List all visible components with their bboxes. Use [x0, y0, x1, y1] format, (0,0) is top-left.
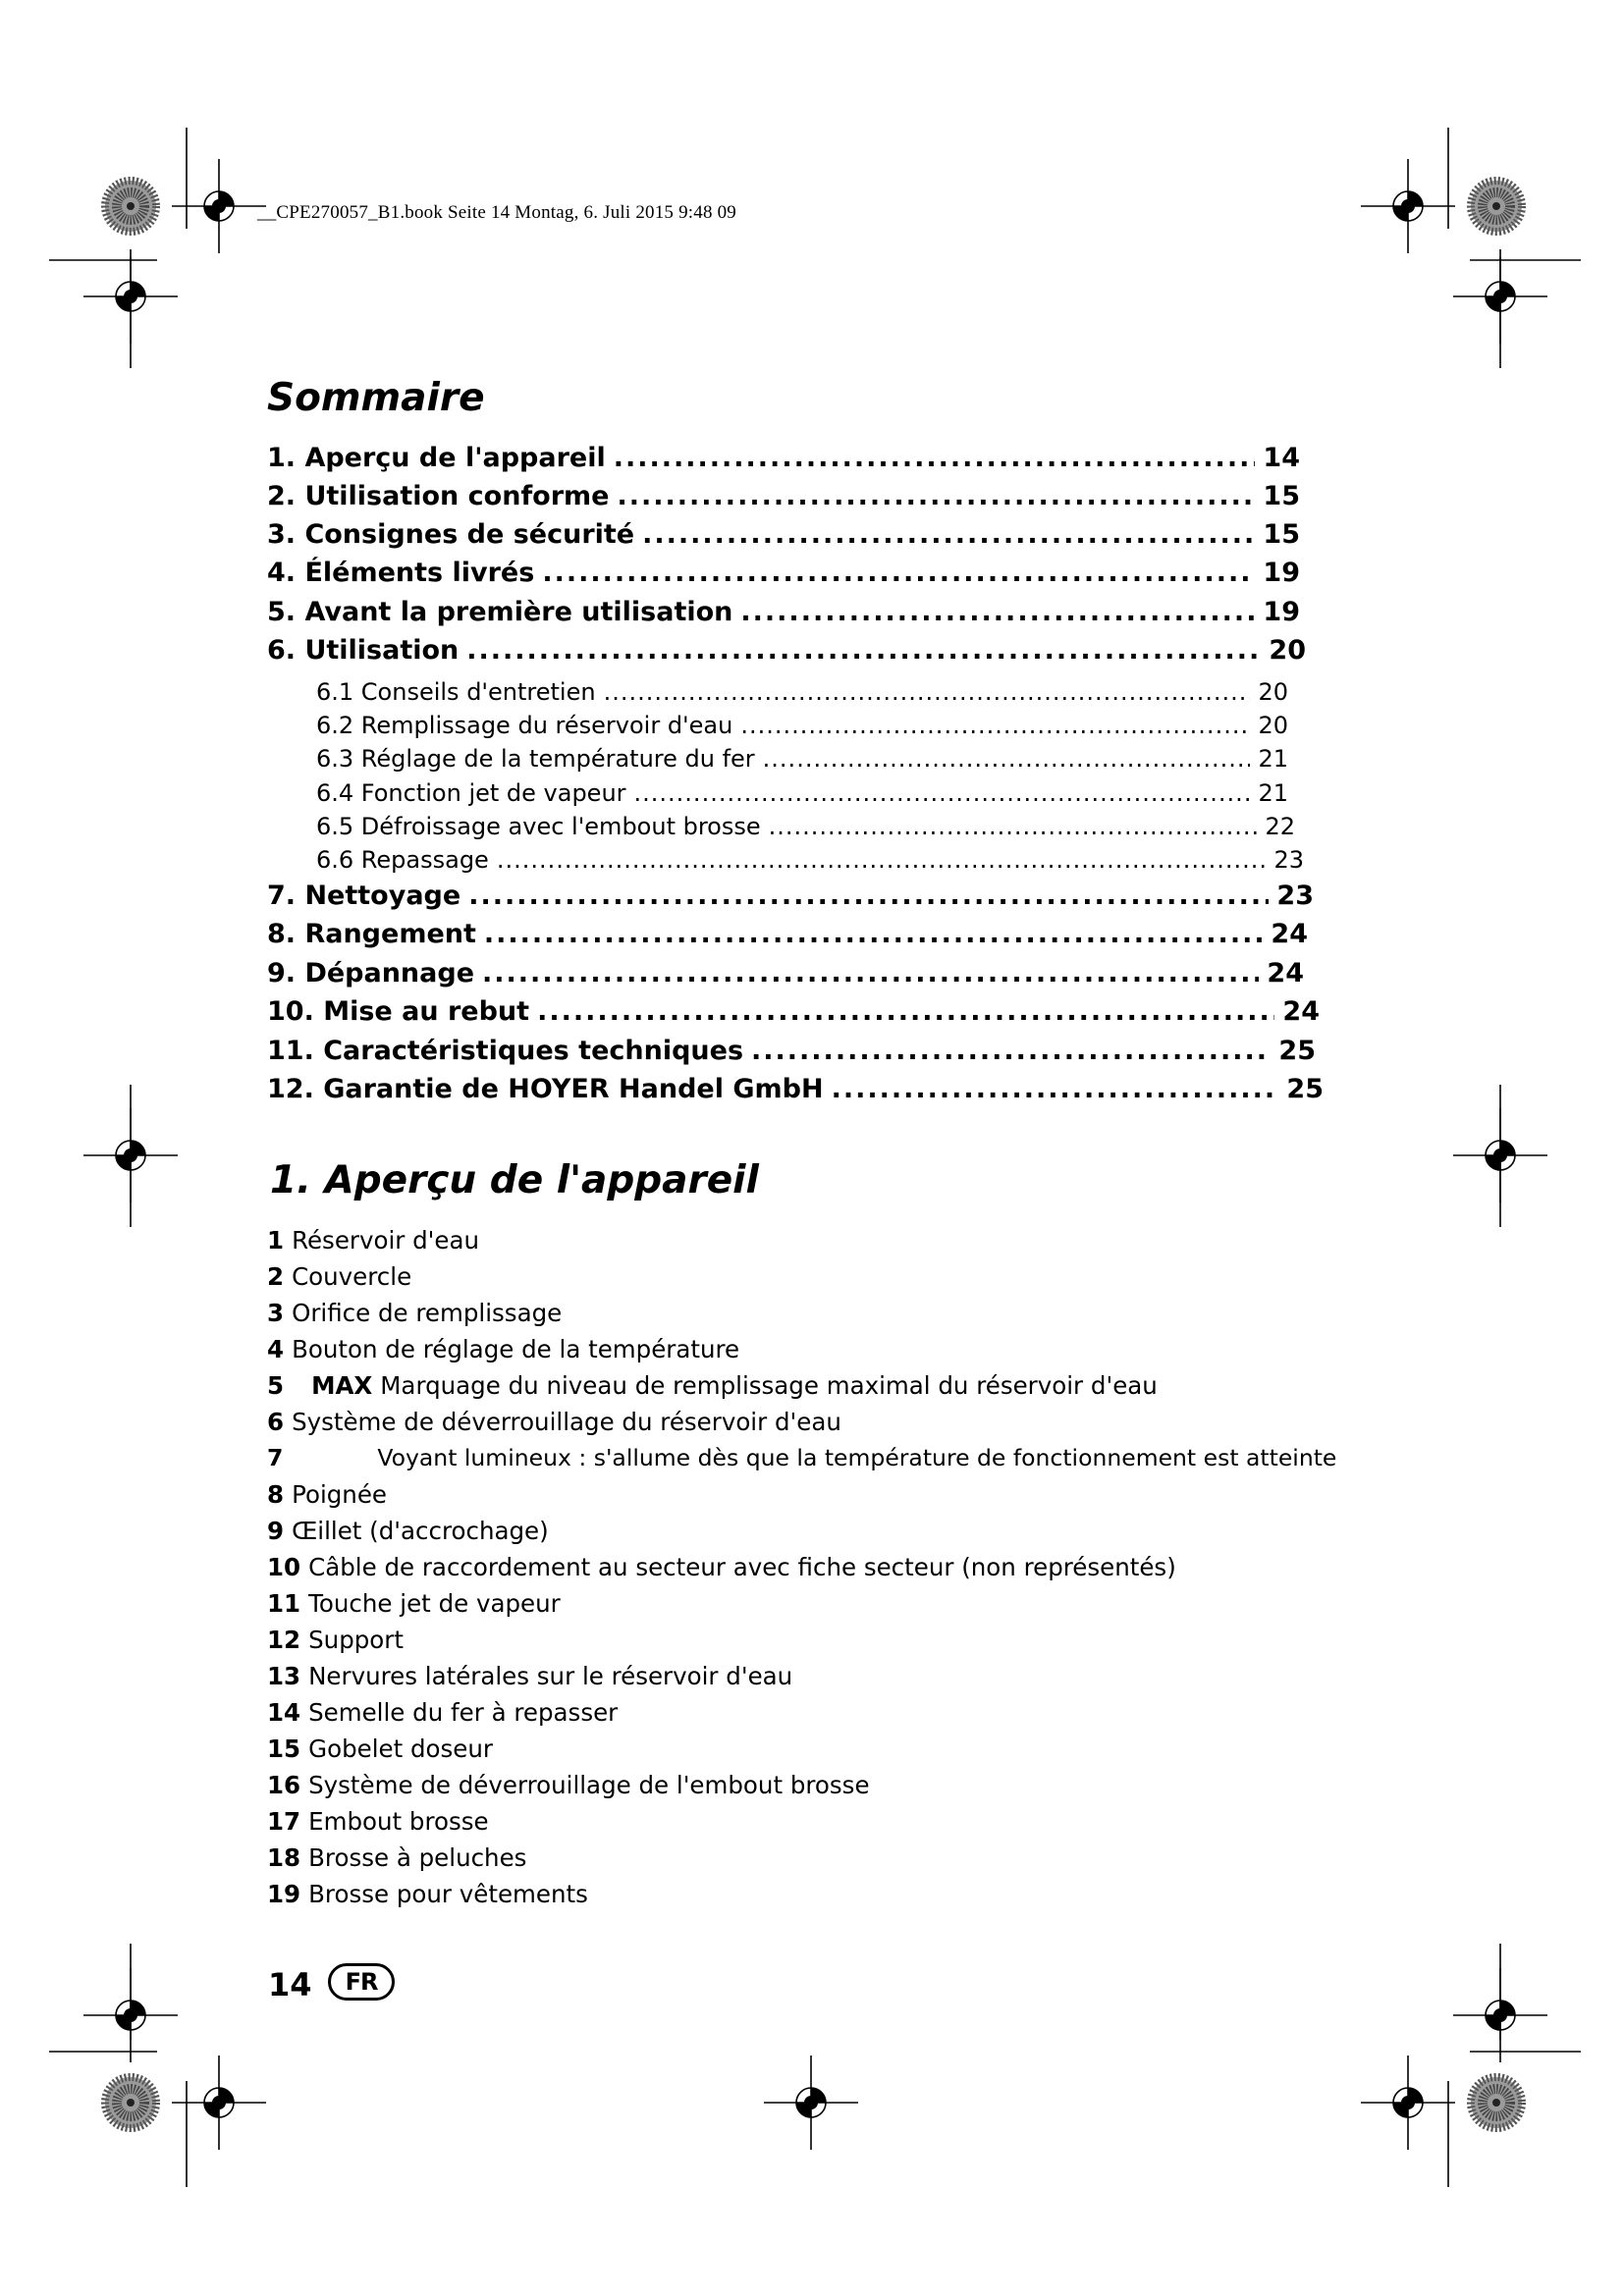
part-text: Marquage du niveau de remplissage maximal du réservoir d'eau: [380, 1371, 1158, 1400]
toc-entry[interactable]: [267, 919, 1308, 949]
part-number: 4: [267, 1335, 285, 1363]
toc-entry[interactable]: [267, 558, 1300, 588]
list-item: [267, 1553, 1176, 1581]
toc-entry-page: 19: [1263, 597, 1300, 627]
toc-subentry-page: 21: [1258, 779, 1288, 807]
color-bar-top-left-icon: [105, 181, 156, 232]
toc-title: Sommaire: [267, 376, 485, 420]
language-badge: FR: [328, 1963, 395, 2001]
part-text: Bouton de réglage de la température: [292, 1335, 740, 1363]
part-number: 10: [267, 1553, 301, 1581]
toc-entry[interactable]: [267, 881, 1314, 911]
list-item: [267, 1807, 489, 1836]
toc-entry-label: 5. Avant la première utilisation: [267, 597, 733, 627]
toc-entry-label: 6. Utilisation: [267, 635, 460, 666]
list-item: [267, 1480, 387, 1509]
print-slug: __CPE270057_B1.book Seite 14 Montag, 6. Juli 2015 9:48 09: [257, 202, 736, 223]
list-item: [267, 1589, 561, 1618]
part-number: 16: [267, 1771, 301, 1799]
part-number: 18: [267, 1843, 301, 1872]
part-number: 9: [267, 1517, 285, 1545]
part-text: Support: [308, 1626, 404, 1654]
toc-subentry-label: 6.4 Fonction jet de vapeur: [316, 779, 626, 807]
toc-subentry-page: 22: [1265, 813, 1295, 840]
part-number: 8: [267, 1480, 285, 1509]
toc-subentry[interactable]: [316, 779, 1288, 807]
toc-subentry-label: 6.3 Réglage de la température du fer: [316, 745, 755, 773]
list-item: [267, 1698, 619, 1727]
part-number: 5: [267, 1371, 285, 1400]
color-bar-bottom-right-icon: [1471, 2077, 1522, 2128]
toc-entry-page: 19: [1263, 558, 1300, 588]
part-text: Réservoir d'eau: [292, 1226, 480, 1255]
toc-entry-label: 10. Mise au rebut: [267, 996, 530, 1027]
part-text: Gobelet doseur: [308, 1735, 493, 1763]
part-number: 1: [267, 1226, 285, 1255]
toc-subentry[interactable]: [316, 678, 1288, 706]
toc-entry[interactable]: [267, 519, 1300, 550]
toc-entry-label: 3. Consignes de sécurité: [267, 519, 635, 550]
list-item: [267, 1771, 870, 1799]
toc-subentry-page: 20: [1258, 712, 1288, 739]
part-number: 2: [267, 1262, 285, 1291]
toc-entry[interactable]: [267, 1074, 1324, 1104]
toc-entry-page: 20: [1269, 635, 1306, 666]
toc-entry-page: 15: [1263, 481, 1300, 511]
toc-entry-page: 24: [1271, 919, 1308, 949]
list-item: [267, 1371, 1158, 1400]
toc-entry-label: 11. Caractéristiques techniques: [267, 1036, 744, 1066]
part-number: 19: [267, 1880, 301, 1908]
list-item: [267, 1262, 412, 1291]
part-text: Brosse pour vêtements: [308, 1880, 588, 1908]
toc-entry[interactable]: [267, 996, 1320, 1027]
color-bar-top-right-icon: [1471, 181, 1522, 232]
list-item: [267, 1335, 740, 1363]
part-number: 17: [267, 1807, 301, 1836]
toc-entry-label: 12. Garantie de HOYER Handel GmbH: [267, 1074, 824, 1104]
part-text: Touche jet de vapeur: [308, 1589, 561, 1618]
max-marking: MAX: [311, 1371, 373, 1400]
toc-entry[interactable]: [267, 443, 1300, 473]
toc-entry-label: 1. Aperçu de l'appareil: [267, 443, 606, 473]
toc-entry[interactable]: [267, 481, 1300, 511]
toc-entry[interactable]: [267, 635, 1306, 666]
list-item: [267, 1737, 493, 1762]
part-number: 15: [267, 1735, 301, 1763]
toc-entry[interactable]: [267, 597, 1300, 627]
list-item: [267, 1843, 527, 1872]
toc-subentry-page: 21: [1258, 745, 1288, 773]
toc-entry-label: 7. Nettoyage: [267, 881, 461, 911]
part-number: 3: [267, 1299, 285, 1327]
list-item: [267, 1226, 480, 1255]
list-item: [267, 1299, 563, 1327]
part-number: 6: [267, 1408, 285, 1436]
registration-mark-bottom-center-icon: [764, 2056, 858, 2150]
toc-subentry[interactable]: [316, 712, 1288, 739]
part-text: Orifice de remplissage: [292, 1299, 563, 1327]
toc-entry-page: 25: [1286, 1074, 1324, 1104]
part-text: Système de déverrouillage de l'embout brosse: [308, 1771, 870, 1799]
toc-entry-page: 25: [1278, 1036, 1316, 1066]
section-title: 1. Aperçu de l'appareil: [270, 1158, 759, 1202]
toc-entry-page: 24: [1282, 996, 1320, 1027]
part-number: 13: [267, 1662, 301, 1690]
toc-subentry[interactable]: [316, 846, 1304, 874]
part-text: Semelle du fer à repasser: [308, 1698, 619, 1727]
part-text: Voyant lumineux : s'allume dès que la température de fonctionnement est atteinte: [377, 1444, 1337, 1471]
list-item: [267, 1517, 549, 1545]
part-number: 14: [267, 1698, 301, 1727]
toc-subentry[interactable]: [316, 745, 1288, 773]
part-text: Œillet (d'accrochage): [292, 1517, 549, 1545]
part-text: Système de déverrouillage du réservoir d'eau: [292, 1408, 841, 1436]
list-item: [267, 1408, 841, 1436]
list-item: [267, 1444, 1337, 1471]
part-text: Câble de raccordement au secteur avec fiche secteur (non représentés): [308, 1553, 1176, 1581]
toc-entry-label: 4. Éléments livrés: [267, 558, 535, 588]
page-number: 14: [268, 1966, 312, 2003]
toc-subentry-page: 23: [1273, 846, 1304, 874]
registration-mark-bottom-right-icon: [1361, 2056, 1455, 2150]
toc-subentry-label: 6.1 Conseils d'entretien: [316, 678, 596, 706]
toc-entry[interactable]: [267, 958, 1304, 988]
part-text: Embout brosse: [308, 1807, 489, 1836]
list-item: [267, 1626, 404, 1654]
list-item: [267, 1662, 793, 1690]
toc-entry-page: 14: [1263, 443, 1300, 473]
part-number: 11: [267, 1589, 301, 1618]
toc-subentry-label: 6.2 Remplissage du réservoir d'eau: [316, 712, 733, 739]
toc-entry-page: 15: [1263, 519, 1300, 550]
toc-entry-label: 2. Utilisation conforme: [267, 481, 610, 511]
toc-subentry-page: 20: [1258, 678, 1288, 706]
toc-subentry-label: 6.6 Repassage: [316, 846, 489, 874]
part-text: Brosse à peluches: [308, 1843, 527, 1872]
color-bar-bottom-left-icon: [105, 2077, 156, 2128]
list-item: [267, 1880, 588, 1908]
toc-entry-label: 8. Rangement: [267, 919, 476, 949]
toc-entry-page: 23: [1276, 881, 1314, 911]
toc-subentry[interactable]: [316, 813, 1295, 840]
toc-subentry-label: 6.5 Défroissage avec l'embout brosse: [316, 813, 761, 840]
part-text: Poignée: [292, 1480, 387, 1509]
toc-entry[interactable]: [267, 1036, 1316, 1066]
part-text: Nervures latérales sur le réservoir d'eau: [308, 1662, 793, 1690]
toc-entry-page: 24: [1267, 958, 1304, 988]
registration-mark-top-right-icon: [1361, 159, 1455, 253]
part-number: 7: [267, 1444, 284, 1471]
part-text: Couvercle: [292, 1262, 412, 1291]
part-number: 12: [267, 1626, 301, 1654]
toc-entry-label: 9. Dépannage: [267, 958, 475, 988]
